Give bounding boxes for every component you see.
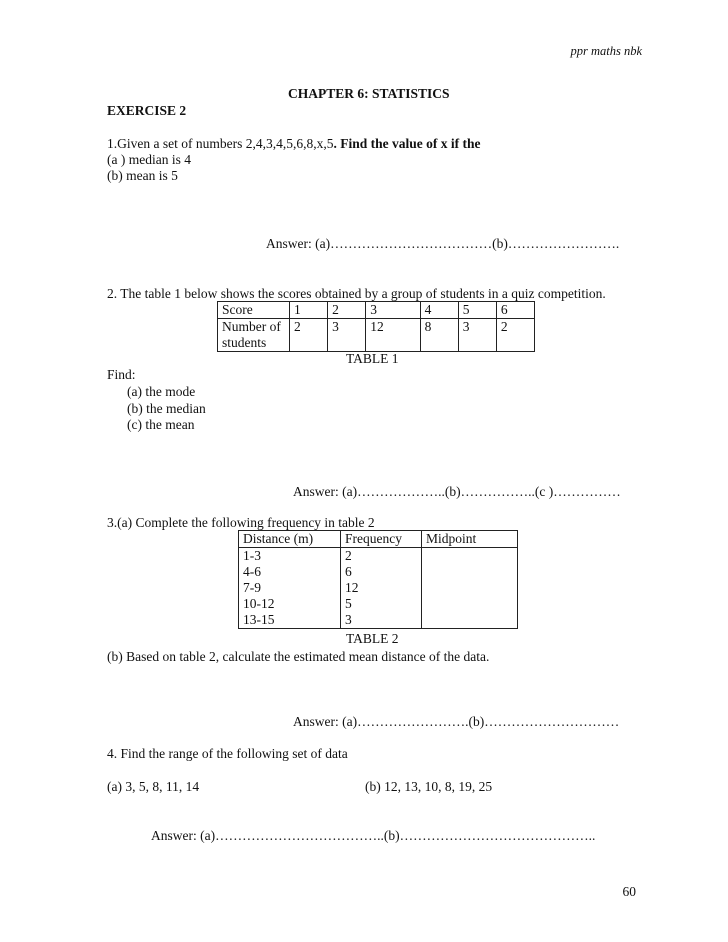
table-2-caption: TABLE 2 bbox=[346, 631, 399, 646]
q2-find: Find: bbox=[107, 367, 136, 382]
row-label-line1: Number of bbox=[222, 319, 281, 334]
table-cell: 4-6 bbox=[239, 564, 341, 580]
q4-part-a: (a) 3, 5, 8, 11, 14 bbox=[107, 779, 200, 794]
q2-text: 2. The table 1 below shows the scores obtained by a group of students in a quiz competition. bbox=[107, 286, 606, 301]
table-cell: 10-12 bbox=[239, 596, 341, 612]
q3-text: 3.(a) Complete the following frequency in table 2 bbox=[107, 515, 375, 530]
q3-answer-line: Answer: (a)…………………….(b)………………………… bbox=[293, 714, 620, 729]
q1-part-b: (b) mean is 5 bbox=[107, 168, 178, 183]
table-cell: 2 bbox=[341, 548, 422, 565]
table-row bbox=[239, 531, 518, 548]
q1-answer-line: Answer: (a)………………………………(b)……………………. bbox=[266, 236, 620, 251]
table-1 bbox=[217, 301, 535, 352]
table-cell: 2 bbox=[496, 319, 534, 352]
chapter-title: CHAPTER 6: STATISTICS bbox=[288, 86, 450, 101]
table-cell bbox=[218, 319, 290, 352]
table-cell: 4 bbox=[420, 302, 458, 319]
table-header-cell: Midpoint bbox=[422, 531, 518, 548]
table-cell: 13-15 bbox=[239, 612, 341, 629]
q1-lead: 1.Given a set of numbers 2,4,3,4,5,6,8,x,5 bbox=[107, 136, 334, 151]
q4-answer-line: Answer: (a)………………………………..(b)…………………………………….. bbox=[151, 828, 596, 843]
table-cell bbox=[422, 580, 518, 596]
table-cell: 3 bbox=[328, 319, 366, 352]
table-cell: 3 bbox=[366, 302, 420, 319]
table-cell: 5 bbox=[341, 596, 422, 612]
list-item: (a) the mode bbox=[127, 384, 196, 399]
table-cell: 7-9 bbox=[239, 580, 341, 596]
q2-items bbox=[127, 384, 206, 434]
table-cell bbox=[422, 548, 518, 565]
table-row bbox=[239, 564, 518, 580]
q1-lead-end: . Find the value of x if the bbox=[333, 136, 481, 151]
page-number: 60 bbox=[622, 884, 636, 899]
q2-answer-line: Answer: (a)………………..(b)……………..(c )…………… bbox=[293, 484, 621, 499]
exercise-title: EXERCISE 2 bbox=[107, 103, 187, 118]
q1-text bbox=[107, 136, 480, 152]
table-cell: 12 bbox=[341, 580, 422, 596]
table-cell: 8 bbox=[420, 319, 458, 352]
table-cell bbox=[422, 596, 518, 612]
q1-part-a: (a ) median is 4 bbox=[107, 152, 191, 167]
list-item: (c) the mean bbox=[127, 417, 195, 432]
table-row bbox=[239, 612, 518, 629]
table-2 bbox=[238, 530, 518, 629]
table-cell bbox=[422, 564, 518, 580]
table-cell: 5 bbox=[458, 302, 496, 319]
table-cell: 6 bbox=[341, 564, 422, 580]
q3-part-b: (b) Based on table 2, calculate the estimated mean distance of the data. bbox=[107, 649, 490, 664]
q4-part-b: (b) 12, 13, 10, 8, 19, 25 bbox=[365, 779, 493, 794]
q4-text: 4. Find the range of the following set of data bbox=[107, 746, 348, 761]
table-cell bbox=[422, 612, 518, 629]
table-cell: 1-3 bbox=[239, 548, 341, 565]
table-cell: 1 bbox=[290, 302, 328, 319]
table-cell: 2 bbox=[290, 319, 328, 352]
table-cell: 3 bbox=[341, 612, 422, 629]
table-cell: 3 bbox=[458, 319, 496, 352]
table-cell: 6 bbox=[496, 302, 534, 319]
table-row bbox=[239, 548, 518, 565]
running-head: ppr maths nbk bbox=[570, 44, 642, 58]
table-cell: 2 bbox=[328, 302, 366, 319]
table-row bbox=[239, 596, 518, 612]
table-cell: Score bbox=[218, 302, 290, 319]
table-row bbox=[239, 580, 518, 596]
table-header-cell: Frequency bbox=[341, 531, 422, 548]
table-1-caption: TABLE 1 bbox=[346, 351, 399, 366]
table-cell: 12 bbox=[366, 319, 420, 352]
list-item: (b) the median bbox=[127, 400, 206, 416]
row-label-line2: students bbox=[222, 335, 267, 350]
table-header-cell: Distance (m) bbox=[239, 531, 341, 548]
table-row bbox=[218, 319, 535, 352]
table-row bbox=[218, 302, 535, 319]
